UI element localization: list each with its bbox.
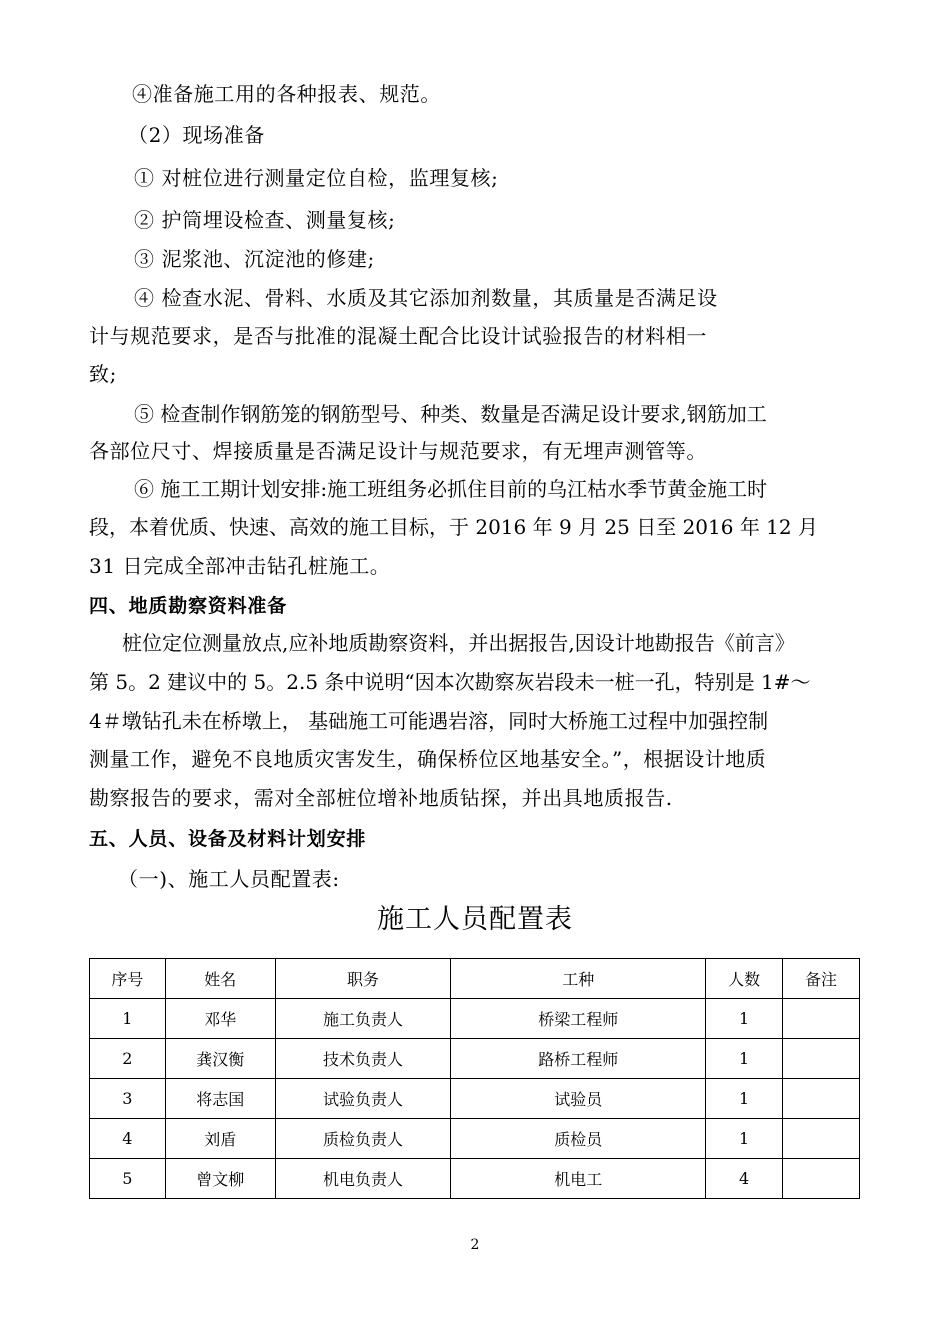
table-cell: 技术负责人 bbox=[275, 1039, 451, 1079]
staff-table bbox=[89, 958, 860, 1199]
table-title: 施工人员配置表 bbox=[377, 904, 573, 935]
paragraph-line: 桩位定位测量放点,应补地质勘察资料，并出据报告,因设计地勘报告《前言》 bbox=[122, 631, 795, 655]
table-cell: 5 bbox=[90, 1159, 166, 1199]
section-heading: 四、地质勘察资料准备 bbox=[89, 595, 288, 617]
paragraph-line: 4＃墩钻孔未在桥墩上， 基础施工可能遇岩溶，同时大桥施工过程中加强控制 bbox=[89, 709, 769, 733]
column-header: 人数 bbox=[706, 959, 783, 999]
table-cell: 施工负责人 bbox=[275, 999, 451, 1039]
table-cell: 1 bbox=[706, 1079, 783, 1119]
list-item: ④ 检查水泥、骨料、水质及其它添加剂数量，其质量是否满足设 bbox=[134, 286, 718, 310]
table-cell: 路桥工程师 bbox=[451, 1039, 706, 1079]
subsection-heading: （2）现场准备 bbox=[128, 123, 265, 147]
table-row bbox=[90, 1079, 860, 1119]
table-cell: 机电负责人 bbox=[275, 1159, 451, 1199]
table-cell bbox=[783, 1159, 860, 1199]
paragraph-line: 段，本着优质、快速、高效的施工目标，于 2016 年 9 月 25 日至 2016 年 12 月 bbox=[89, 515, 818, 539]
paragraph-line: ④准备施工用的各种报表、规范。 bbox=[132, 82, 441, 106]
list-item: ⑤ 检查制作钢筋笼的钢筋型号、种类、数量是否满足设计要求,钢筋加工 bbox=[134, 402, 767, 426]
table-cell: 刘盾 bbox=[165, 1119, 275, 1159]
paragraph-line: 31 日完成全部冲击钻孔桩施工。 bbox=[89, 554, 391, 578]
table-cell: 机电工 bbox=[451, 1159, 706, 1199]
table-cell: 4 bbox=[706, 1159, 783, 1199]
table-header-row bbox=[90, 959, 860, 999]
paragraph-line: 勘察报告的要求，需对全部桩位增补地质钻探，并出具地质报告. bbox=[89, 786, 673, 810]
table-row bbox=[90, 1119, 860, 1159]
column-header: 职务 bbox=[275, 959, 451, 999]
table-cell: 质检负责人 bbox=[275, 1119, 451, 1159]
table-row bbox=[90, 1159, 860, 1199]
table-cell: 4 bbox=[90, 1119, 166, 1159]
list-item: ① 对桩位进行测量定位自检，监理复核; bbox=[134, 166, 499, 190]
list-item: ③ 泥浆池、沉淀池的修建; bbox=[134, 247, 375, 271]
paragraph-line: 各部位尺寸、焊接质量是否满足设计与规范要求，有无埋声测管等。 bbox=[89, 439, 707, 463]
table-cell bbox=[783, 1079, 860, 1119]
table-cell bbox=[783, 1119, 860, 1159]
table-cell: 龚汉衡 bbox=[165, 1039, 275, 1079]
table-cell: 3 bbox=[90, 1079, 166, 1119]
column-header: 备注 bbox=[783, 959, 860, 999]
page-number: 2 bbox=[470, 1237, 480, 1253]
column-header: 姓名 bbox=[165, 959, 275, 999]
table-cell bbox=[783, 1039, 860, 1079]
paragraph-line: 计与规范要求，是否与批准的混凝土配合比设计试验报告的材料相一 bbox=[89, 324, 707, 348]
column-header: 工种 bbox=[451, 959, 706, 999]
table-cell: 将志国 bbox=[165, 1079, 275, 1119]
table-cell: 试验员 bbox=[451, 1079, 706, 1119]
table-cell: 质检员 bbox=[451, 1119, 706, 1159]
table-cell: 1 bbox=[706, 1119, 783, 1159]
section-heading: 五、人员、设备及材料计划安排 bbox=[89, 828, 367, 850]
paragraph-line: 测量工作，避免不良地质灾害发生，确保桥位区地基安全。”，根据设计地质 bbox=[89, 747, 767, 771]
table-cell: 桥梁工程师 bbox=[451, 999, 706, 1039]
table-cell: 2 bbox=[90, 1039, 166, 1079]
table-row bbox=[90, 999, 860, 1039]
table-cell bbox=[783, 999, 860, 1039]
table-cell: 试验负责人 bbox=[275, 1079, 451, 1119]
column-header: 序号 bbox=[90, 959, 166, 999]
list-item: ⑥ 施工工期计划安排:施工班组务必抓住目前的乌江枯水季节黄金施工时 bbox=[134, 477, 768, 501]
table-cell: 曾文柳 bbox=[165, 1159, 275, 1199]
table-cell: 1 bbox=[706, 1039, 783, 1079]
table-cell: 邓华 bbox=[165, 999, 275, 1039]
paragraph-line: 致; bbox=[89, 362, 117, 386]
list-item: ② 护筒埋设检查、测量复核; bbox=[134, 208, 396, 232]
paragraph-line: 第 5。2 建议中的 5。2.5 条中说明“因本次勘察灰岩段未一桩一孔，特别是 1#～ bbox=[89, 670, 811, 694]
table-row bbox=[90, 1039, 860, 1079]
table-cell: 1 bbox=[90, 999, 166, 1039]
table-cell: 1 bbox=[706, 999, 783, 1039]
subsection-heading: （一)、施工人员配置表: bbox=[118, 867, 340, 891]
